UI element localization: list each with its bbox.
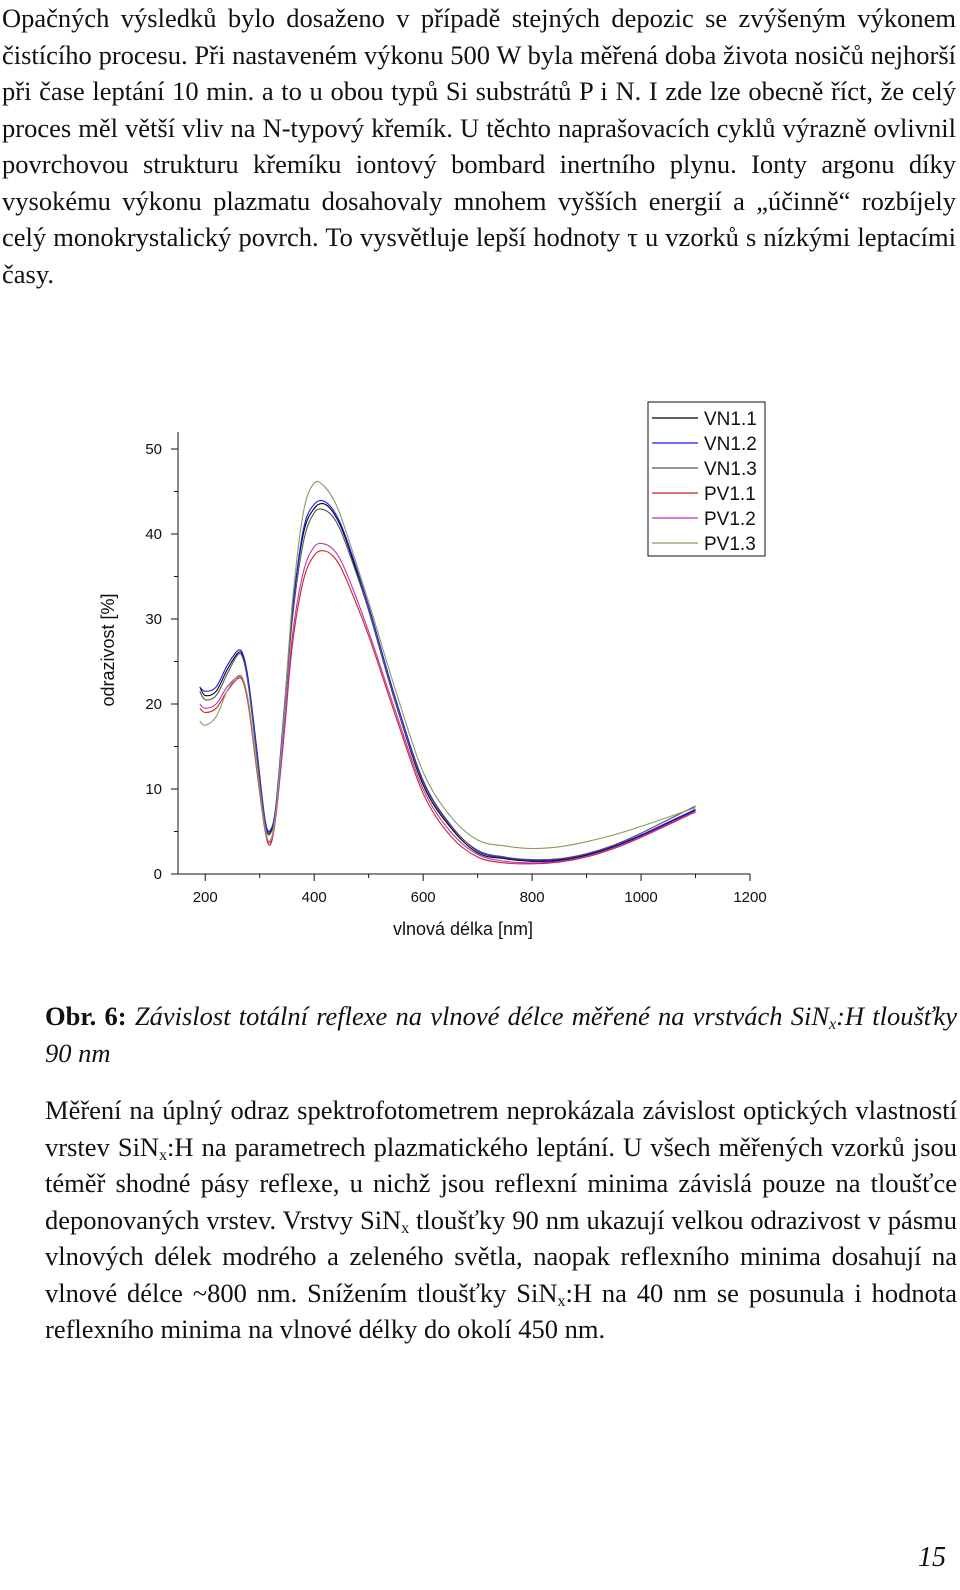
legend-entry: PV1.2 [704, 509, 756, 530]
legend-entry: PV1.3 [704, 534, 756, 555]
series-line-vn1-3 [200, 509, 696, 860]
caption-label: Obr. 6: [45, 1001, 127, 1031]
x-axis-label: vlnová délka [nm] [392, 919, 534, 939]
series-line-vn1-2 [200, 501, 696, 861]
intro-paragraph: Opačných výsledků bylo dosaženo v případě stejných depozic se zvýšeným výkonem čistícího procesu. Při nastaveném výkonu 500 W byla měřená doba života nosičů nejhorší při čase leptání 10 min. a to u obou typů Si substrátů P i N. I zde lze obecně říct, že celý proces měl větší vliv na N-typový křemík. U těchto naprašovacích cyklů výrazně ovlivnil povrchovou strukturu křemíku iontový bombard inertního plynu. Ionty argonu díky vysokému výkonu plazmatu dosahovaly mnohem vyšších energií a „účinně“ rozbíjely celý monokrystalický povrch. To vysvětluje lepší hodnoty τ u vzorků s nízkými leptacími časy. [2, 3, 956, 289]
y-tick-label: 10 [145, 781, 162, 798]
legend-entry: VN1.1 [704, 409, 757, 430]
y-tick-label: 30 [145, 611, 162, 628]
y-tick-label: 0 [153, 866, 162, 883]
x-tick-label: 600 [410, 889, 436, 906]
legend-entry: PV1.1 [704, 484, 756, 505]
page-number: 15 [918, 1542, 946, 1573]
series-line-vn1-1 [200, 504, 696, 862]
x-tick-label: 200 [192, 889, 218, 906]
x-tick-label: 1000 [624, 889, 658, 906]
y-tick-label: 20 [145, 696, 162, 713]
x-tick-label: 1200 [733, 889, 767, 906]
y-axis-label: odrazivost [%] [98, 593, 118, 707]
legend-entry: VN1.2 [704, 434, 757, 455]
reflectance-chart [48, 370, 788, 960]
figure-caption [45, 998, 957, 1071]
x-tick-label: 400 [301, 889, 327, 906]
x-tick-label: 800 [519, 889, 545, 906]
results-paragraph: Měření na úplný odraz spektrofotometrem neprokázala závislost optických vlastností vrstev SiN$_x$:H na parametrech plazmatického leptání. U všech měřených vzorků jsou téměř shodné pásy reflexe, u nichž jsou reflexní minima závislá pouze na tloušťce deponovaných vrstev. Vrstvy SiN$_x$ tloušťky 90 nm ukazují velkou odrazivost v pásmu vlnových délek modrého a zeleného světla, naopak reflexního minima dosahují na vlnové délce ~800 nm. Snížením tloušťky SiN$_x$:H na 40 nm se posunula i hodnota reflexního minima na vlnové délky do okolí 450 nm. [45, 1095, 958, 1344]
chart-legend [648, 402, 765, 556]
legend-entry: VN1.3 [704, 459, 757, 480]
y-tick-label: 50 [145, 441, 162, 458]
caption-text: Závislost totální reflexe na vlnové délce měřené na vrstvách SiN$_x$:H tloušťky 90 nm [45, 1001, 957, 1068]
y-tick-label: 40 [145, 526, 162, 543]
series-line-pv1-3 [200, 481, 696, 848]
